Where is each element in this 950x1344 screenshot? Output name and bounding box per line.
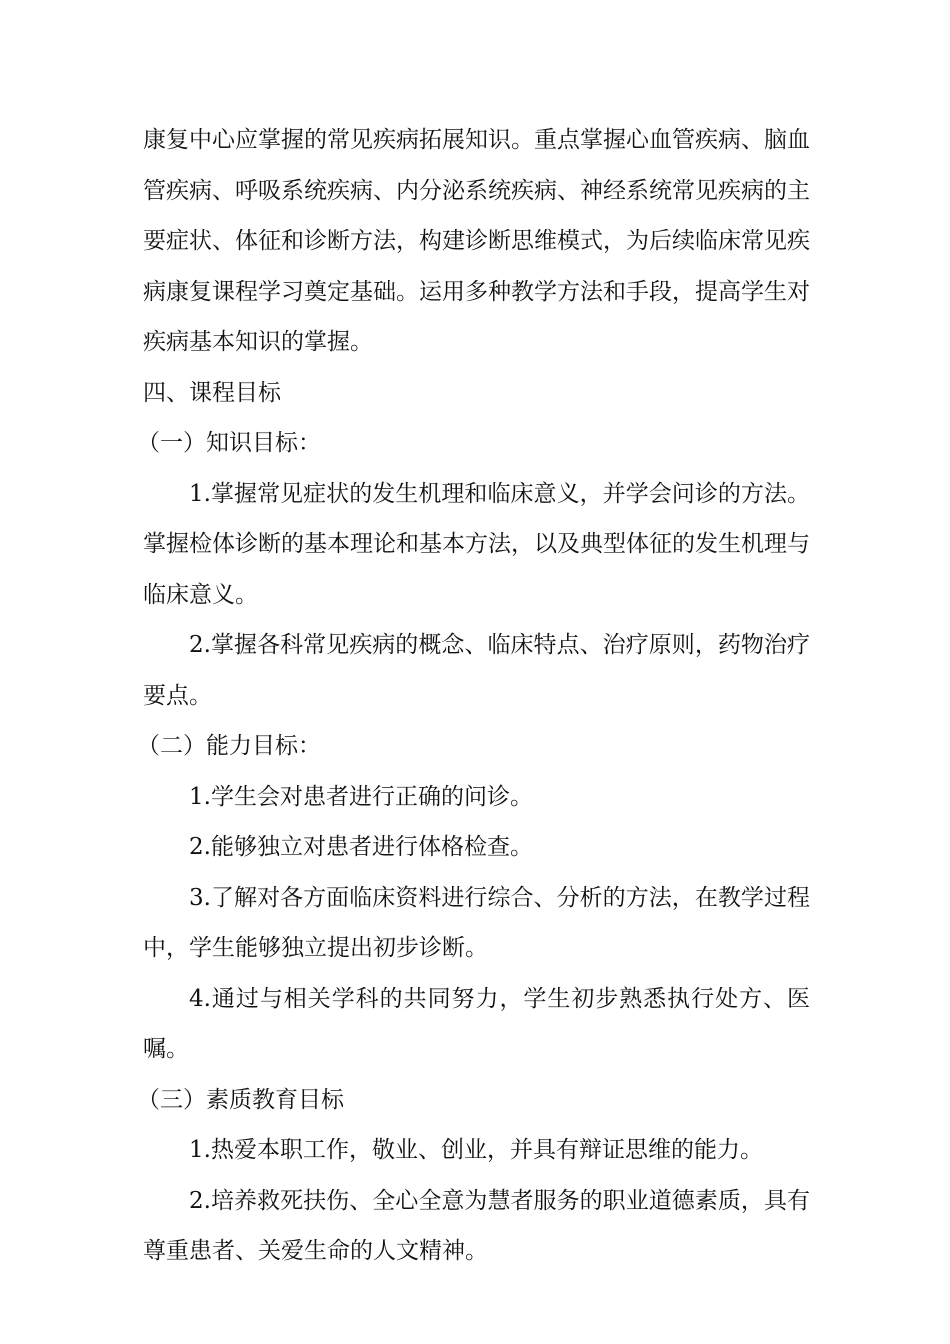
list-item: 1.热爱本职工作，敬业、创业，并具有辩证思维的能力。 <box>189 1137 763 1163</box>
list-item: 3.了解对各方面临床资料进行综合、分析的方法，在教学过程中，学生能够独立提出初步诊断。 <box>143 884 810 961</box>
document-body <box>137 115 810 1277</box>
list-item: 2.能够独立对患者进行体格检查。 <box>189 834 533 860</box>
list-item: 1.掌握常见症状的发生机理和临床意义，并学会问诊的方法。掌握检体诊断的基本理论和基本方法，以及典型体征的发生机理与临床意义。 <box>143 480 810 608</box>
subheading-quality-objectives: （三）素质教育目标 <box>137 1086 344 1113</box>
section-heading-course-objectives: 四、课程目标 <box>143 379 281 406</box>
list-item: 4.通过与相关学科的共同努力，学生初步熟悉执行处方、医嘱。 <box>143 985 810 1062</box>
subheading-knowledge-objectives: （一）知识目标： <box>137 430 321 456</box>
list-item: 2.培养救死扶伤、全心全意为慧者服务的职业道德素质，具有尊重患者、关爱生命的人文精神。 <box>143 1187 810 1264</box>
intro-paragraph: 康复中心应掌握的常见疾病拓展知识。重点掌握心血管疾病、脑血管疾病、呼吸系统疾病、内分泌系统疾病、神经系统常见疾病的主要症状、体征和诊断方法，构建诊断思维模式，为后续临床常见疾病康复课程学习奠定基础。运用多种教学方法和手段，提高学生对疾病基本知识的掌握。 <box>143 127 810 355</box>
list-item: 1.学生会对患者进行正确的问诊。 <box>189 783 533 810</box>
subheading-ability-objectives: （二）能力目标： <box>137 733 321 759</box>
list-item: 2.掌握各科常见疾病的概念、临床特点、治疗原则，药物治疗要点。 <box>143 632 810 709</box>
